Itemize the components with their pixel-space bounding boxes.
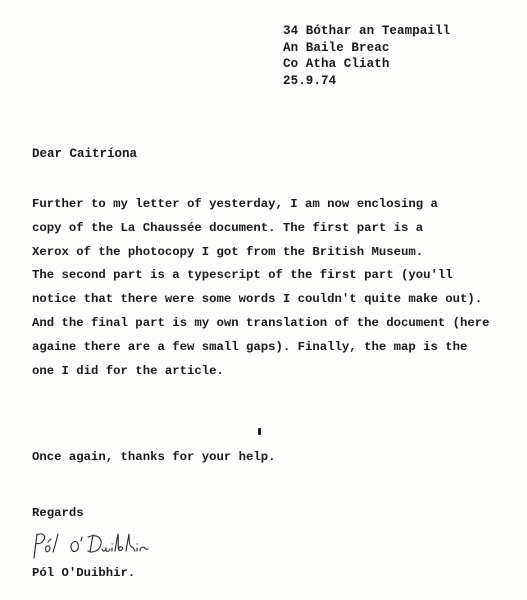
body-line-5: notice that there were some words I couldn't quite make out). <box>32 292 483 307</box>
address-line-3: Co Atha Cliath <box>283 57 390 71</box>
signoff: Regards <box>32 506 84 520</box>
body-line-3: Xerox of the photocopy I got from the British Museum. <box>32 244 424 259</box>
letter-body <box>32 193 490 383</box>
body-line-8: one I did for the article. <box>32 363 224 378</box>
address-line-2: An Baile Breac <box>283 40 390 55</box>
closing-line: Once again, thanks for your help. <box>32 450 276 464</box>
salutation: Dear Caitríona <box>32 147 138 161</box>
stray-ink-mark <box>258 428 261 435</box>
typed-name: Pól O'Duibhir. <box>32 566 136 580</box>
handwritten-signature <box>28 528 158 562</box>
body-line-2: copy of the La Chaussée document. The first part is a <box>32 220 424 235</box>
body-line-1: Further to my letter of yesterday, I am now enclosing a <box>32 197 438 211</box>
sender-address <box>283 23 450 89</box>
body-line-7: againe there are a few small gaps). Finally, the map is the <box>32 339 468 354</box>
address-line-1: 34 Bóthar an Teampaill <box>283 24 451 38</box>
body-line-6: And the final part is my own translation of the document (here <box>32 315 490 330</box>
letter-date: 25.9.74 <box>283 73 337 88</box>
body-line-4: The second part is a typescript of the first part (you'll <box>32 268 453 283</box>
